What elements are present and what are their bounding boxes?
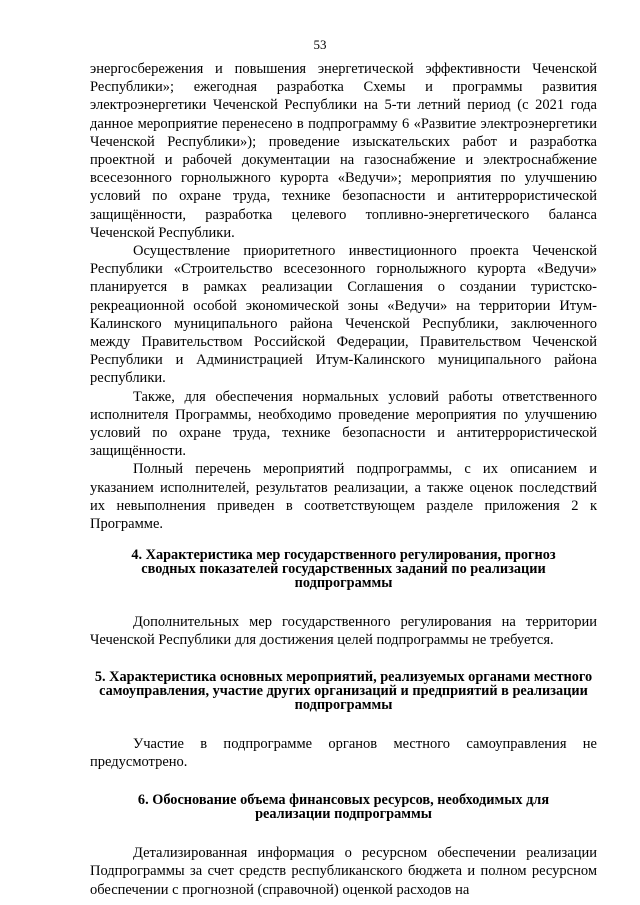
paragraph-local-government: Участие в подпрограмме органов местного самоуправления не предусмотрено. (90, 735, 597, 770)
section-heading-5: 5. Характеристика основных мероприятий, реализуемых органами местного самоуправления, участие других организаций и предприятий в реализации подпрограммы (94, 668, 593, 713)
section-heading-4: 4. Характеристика мер государственного регулирования, прогноз сводных показателей государственных заданий по реализации подпрограммы (131, 547, 556, 592)
document-body (90, 60, 597, 899)
paragraph-activity-list: Полный перечень мероприятий подпрограммы, с их описанием и указанием исполнителей, результатов реализации, а также оценок последствий их невыполнения приведен в соответствующем разделе приложения 2 к Программе. (90, 461, 597, 533)
paragraph-vedu-project: Осуществление приоритетного инвестиционного проекта Чеченской Республики «Строительство всесезонного горнолыжного курорта «Ведучи» планируется в рамках реализации Соглашения о создании туристско-рекреационной особой экономической зоны «Ведучи» на территории Итум-Калинского муниципального района Чеченской Республики, заключенного между Правительством Российской Федерации, Правительством Чеченской Республики и Администрацией Итум-Калинского муниципального района республики. (90, 243, 597, 387)
paragraph-financial-resources: Детализированная информация о ресурсном обеспечении реализации Подпрограммы за счет средств республиканского бюджета и полном ресурсном обеспечении с прогнозной (справочной) оценкой расходов на (90, 845, 597, 898)
paragraph-working-conditions: Также, для обеспечения нормальных условий работы ответственного исполнителя Программы, необходимо проведение мероприятия по улучшению условий по охране труда, технике безопасности и антитеррористической защищённости. (90, 388, 597, 460)
page-number: 53 (313, 37, 327, 52)
paragraph-continuation: энергосбережения и повышения энергетической эффективности Чеченской Республики»; ежегодная разработка Схемы и программы развития электроэнергетики Чеченской Республики на 5-ти летний период (с 2021 года данное мероприятие перенесено в подпрограмму 6 «Развитие электроэнергетики Чеченской Республики»); проведение изыскательских работ и разработка проектной и рабочей документации на газоснабжение и электроснабжение всесезонного горнолыжного курорта «Ведучи»; мероприятия по улучшению условий по охране труда, технике безопасности и антитеррористической защищённости, разработка целевого топливно-энергетического баланса Чеченской Республики. (90, 61, 597, 241)
section-heading-6: 6. Обоснование объема финансовых ресурсов, необходимых для реализации подпрограммы (137, 792, 550, 823)
paragraph-regulation: Дополнительных мер государственного регулирования на территории Чеченской Республики для достижения целей подпрограммы не требуется. (90, 614, 597, 649)
